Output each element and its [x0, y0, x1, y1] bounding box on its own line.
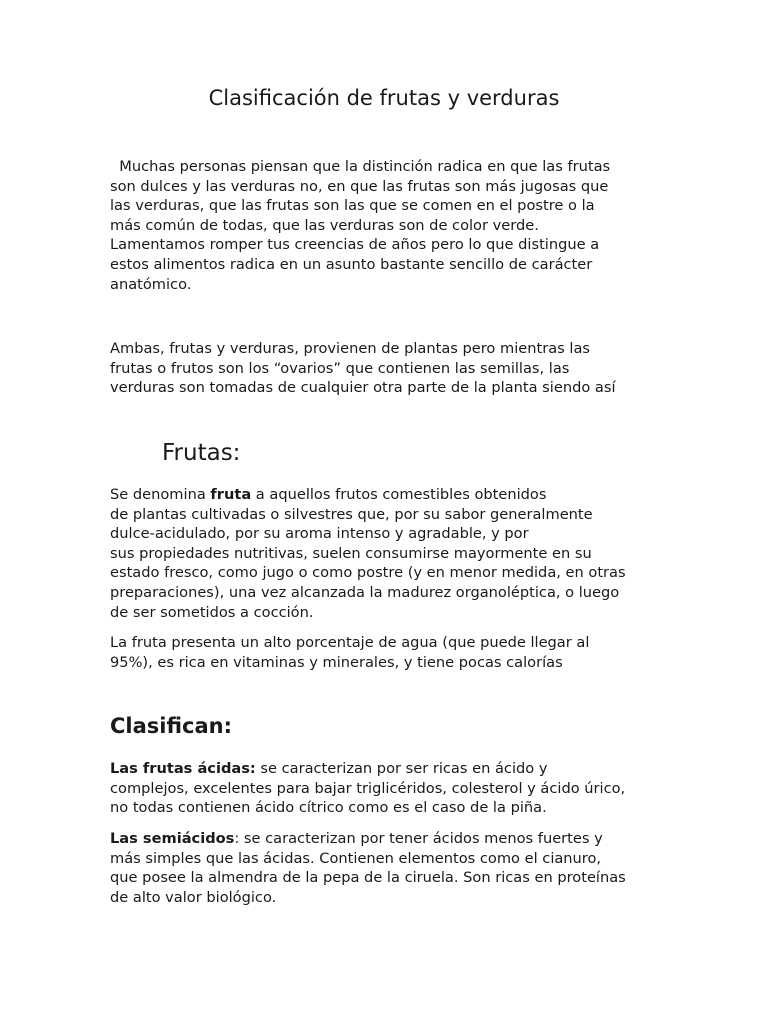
text-segment: : se caracterizan por tener ácidos menos fuertes y [234, 830, 603, 847]
bold-term: fruta [210, 486, 252, 503]
text-line: Ambas, frutas y verduras, provienen de plantas pero mientras las [110, 340, 591, 357]
document-title: Clasificación de frutas y verduras [208, 86, 560, 110]
text-line: no todas contienen ácido cítrico como es el caso de la piña. [110, 799, 547, 817]
text-line: La fruta presenta un alto porcentaje de agua (que puede llegar al [110, 634, 590, 651]
text-line: dulce-acidulado, por su aroma intenso y agradable, y por [110, 525, 529, 543]
text-line: más común de todas, que las verduras son de color verde. [110, 216, 539, 234]
text-line: estos alimentos radica en un asunto bastante sencillo de carácter [110, 255, 593, 273]
fruta-definition-paragraph [110, 485, 666, 622]
text-line: preparaciones), una vez alcanzada la madurez organoléptica, o luego [110, 583, 620, 601]
text-line: Muchas personas piensan que la distinción radica en que las frutas [110, 158, 611, 175]
text-segment: Se denomina [110, 486, 211, 503]
text-line: las verduras, que las frutas son las que se comen en el postre o la [110, 197, 595, 215]
text-segment: a aquellos frutos comestibles obtenidos [251, 486, 547, 503]
fruta-water-paragraph [110, 633, 666, 672]
text-line: de plantas cultivadas o silvestres que, por su sabor generalmente [110, 505, 593, 523]
text-line: de ser sometidos a cocción. [110, 603, 314, 621]
semiacidos-paragraph [110, 829, 666, 907]
text-line: estado fresco, como jugo o como postre (y en menor medida, en otras [110, 564, 626, 582]
bold-term: Las semiácidos [110, 830, 235, 847]
text-segment: se caracterizan por ser ricas en ácido y [255, 760, 548, 777]
text-line: 95%), es rica en vitaminas y minerales, y tiene pocas calorías [110, 653, 563, 671]
intro-paragraph [110, 157, 666, 294]
acidas-paragraph [110, 759, 666, 818]
origin-paragraph [110, 339, 666, 398]
clasifican-heading: Clasifican: [110, 714, 233, 738]
text-line: frutas o frutos son los “ovarios” que contienen las semillas, las [110, 359, 570, 377]
text-line [110, 759, 666, 779]
bold-term: Las frutas ácidas: [110, 760, 256, 777]
text-line: de alto valor biológico. [110, 888, 277, 906]
text-line [110, 829, 666, 849]
text-line: verduras son tomadas de cualquier otra parte de la planta siendo así [110, 379, 616, 397]
text-line: son dulces y las verduras no, en que las frutas son más jugosas que [110, 177, 609, 195]
text-line: más simples que las ácidas. Contienen elementos como el cianuro, [110, 849, 602, 867]
frutas-heading: Frutas: [162, 440, 241, 466]
text-line: complejos, excelentes para bajar triglicéridos, colesterol y ácido úrico, [110, 779, 626, 797]
text-line: Lamentamos romper tus creencias de años pero lo que distingue a [110, 236, 600, 254]
text-line: anatómico. [110, 275, 192, 293]
text-line: que posee la almendra de la pepa de la ciruela. Son ricas en proteínas [110, 869, 626, 887]
text-line: sus propiedades nutritivas, suelen consumirse mayormente en su [110, 544, 592, 562]
text-line [110, 485, 666, 505]
